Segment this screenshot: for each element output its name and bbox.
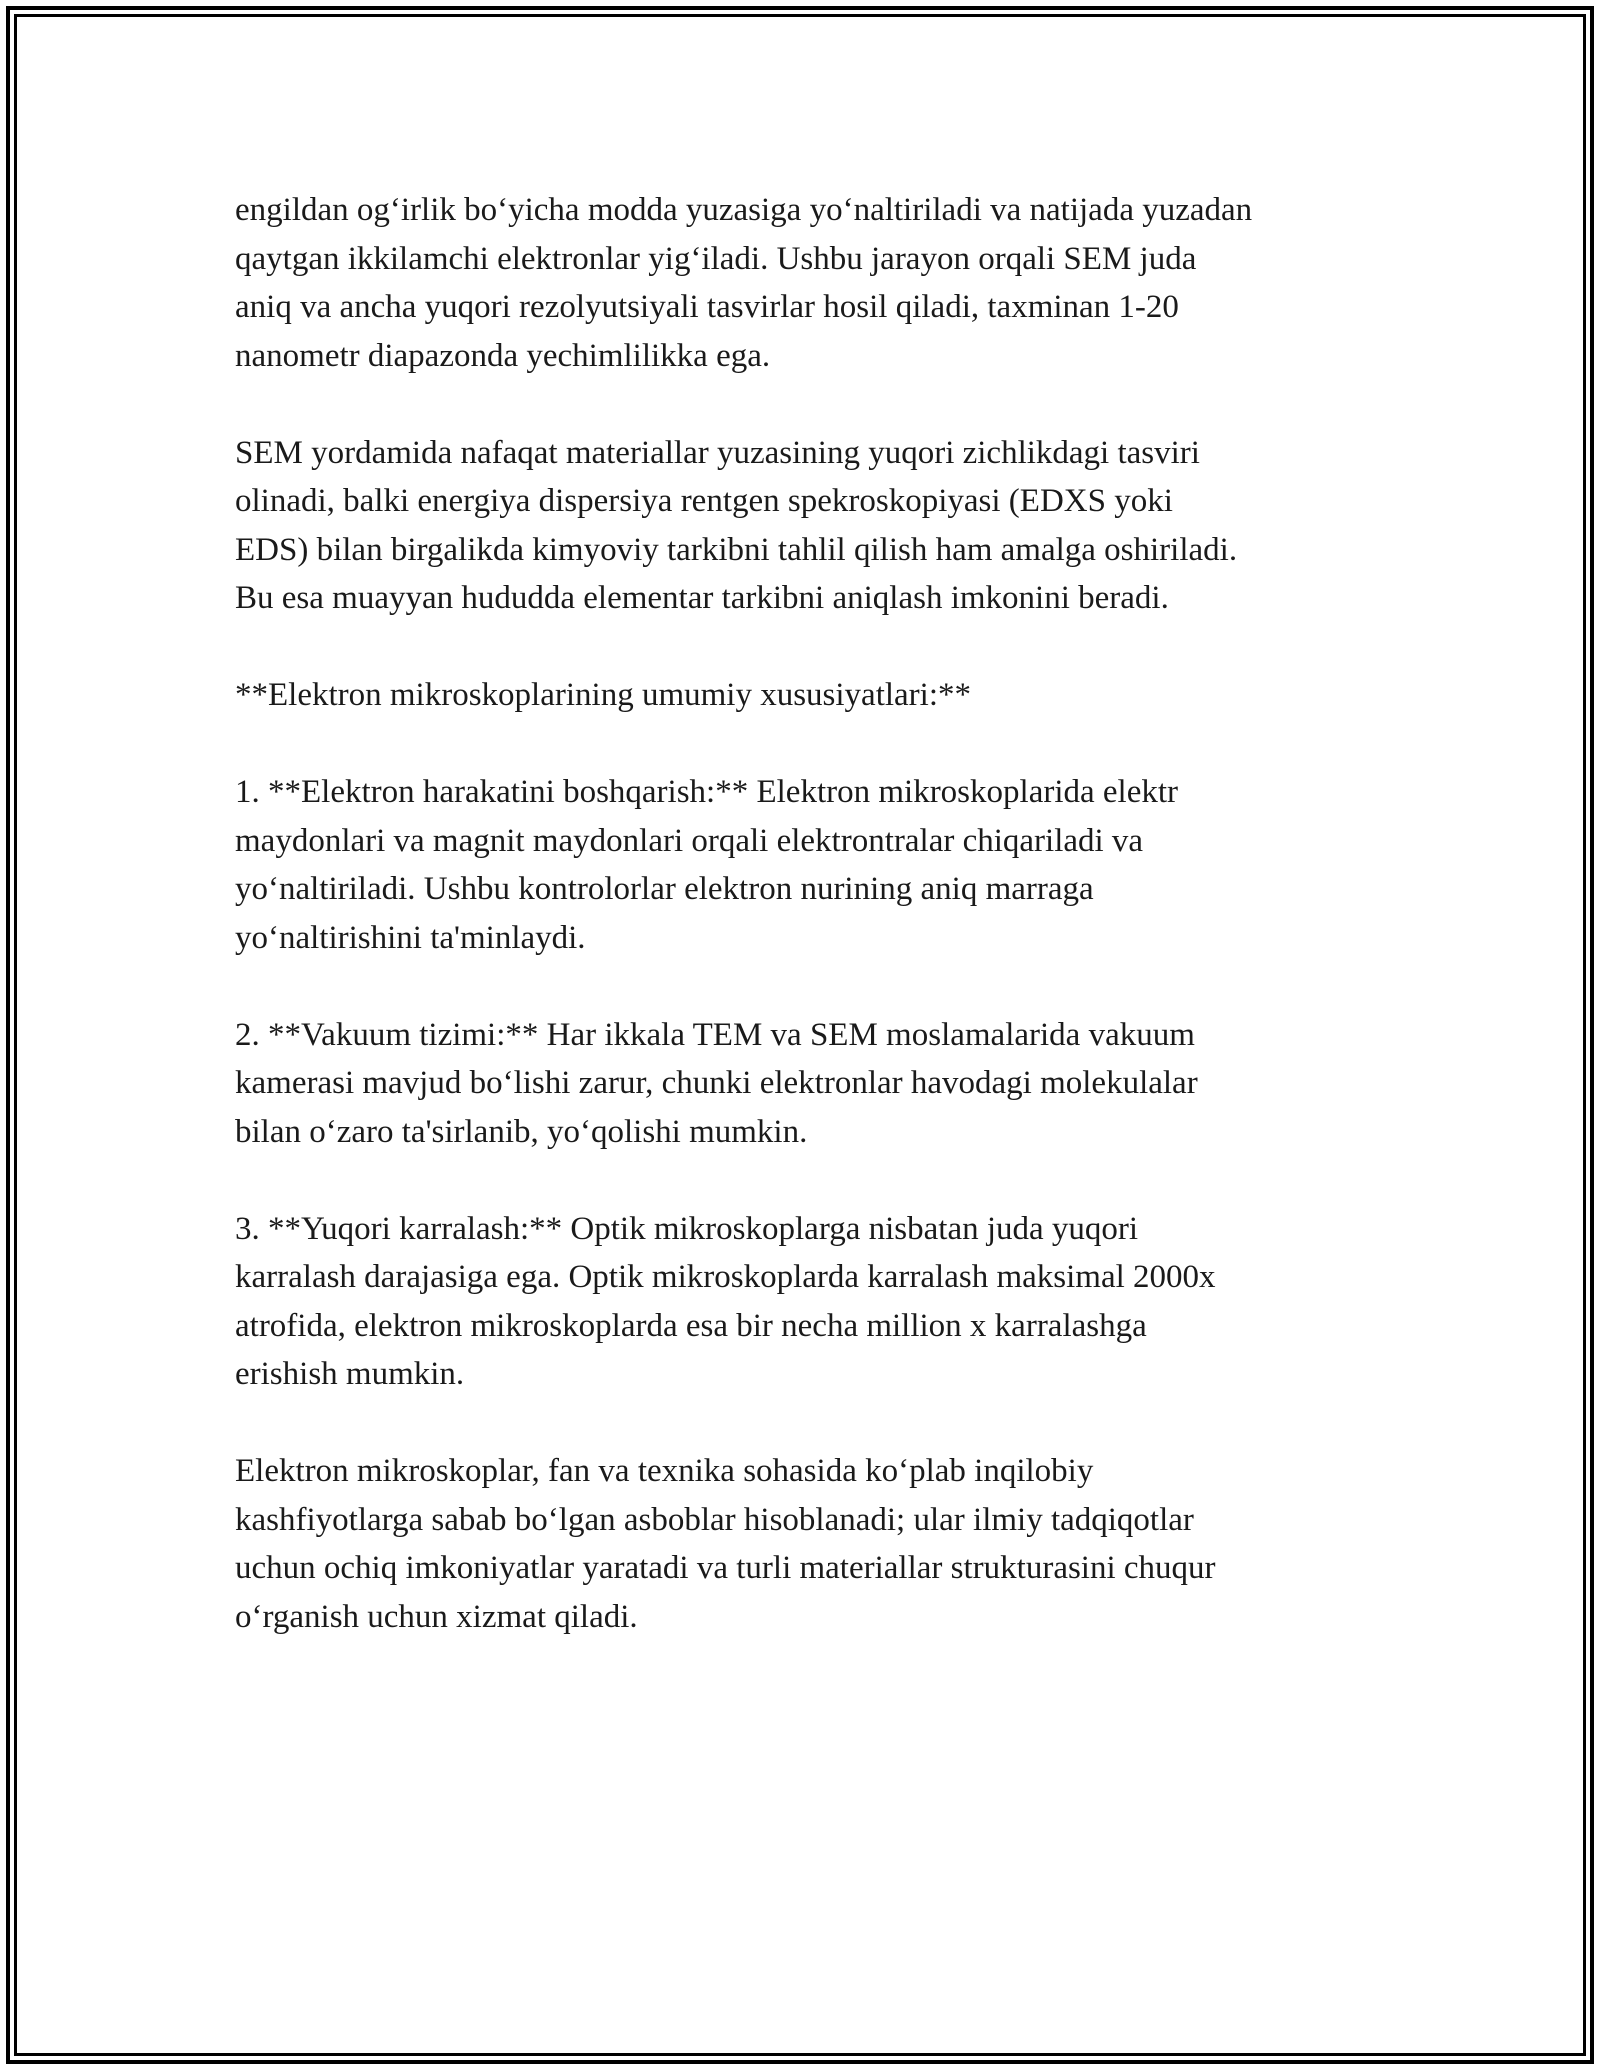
list-item-1 — [235, 768, 1395, 962]
text-line: 1. **Elektron harakatini boshqarish:** Elektron mikroskoplarida elektr — [235, 774, 1179, 810]
paragraph-conclusion — [235, 1447, 1395, 1641]
text-line: karralash darajasiga ega. Optik mikroskoplarda karralash maksimal 2000x — [235, 1259, 1216, 1295]
text-line: nanometr diapazonda yechimlilikka ega. — [235, 337, 771, 374]
section-heading — [235, 671, 1395, 720]
text-line: engildan og‘irlik bo‘yicha modda yuzasiga yo‘naltiriladi va natijada yuzadan — [235, 192, 1253, 228]
text-line: olinadi, balki energiya dispersiya rentgen spekroskopiyasi (EDXS yoki — [235, 483, 1173, 519]
text-line: 3. **Yuqori karralash:** Optik mikroskoplarga nisbatan juda yuqori — [235, 1210, 1139, 1247]
text-line: maydonlari va magnit maydonlari orqali elektrontralar chiqariladi va — [235, 822, 1144, 859]
text-line: yo‘naltiriladi. Ushbu kontrolorlar elektron nurining aniq marraga — [235, 871, 1094, 907]
paragraph-sem-imaging — [235, 186, 1395, 380]
text-line: qaytgan ikkilamchi elektronlar yig‘iladi. Ushbu jarayon orqali SEM juda — [235, 240, 1197, 277]
text-line: 2. **Vakuum tizimi:** Har ikkala TEM va SEM moslamalarida vakuum — [235, 1016, 1195, 1053]
text-line: yo‘naltirishini ta'minlaydi. — [235, 919, 586, 956]
text-line: o‘rganish uchun xizmat qiladi. — [235, 1598, 638, 1635]
text-line: erishish mumkin. — [235, 1356, 465, 1392]
text-line: EDS) bilan birgalikda kimyoviy tarkibni tahlil qilish ham amalga oshiriladi. — [235, 531, 1238, 568]
text-line: kashfiyotlarga sabab bo‘lgan asboblar hisoblanadi; ular ilmiy tadqiqotlar — [235, 1501, 1194, 1538]
text-line: bilan o‘zaro ta'sirlanib, yo‘qolishi mumkin. — [235, 1113, 808, 1150]
list-item-3 — [235, 1205, 1395, 1399]
text-line: SEM yordamida nafaqat materiallar yuzasining yuqori zichlikdagi tasviri — [235, 434, 1200, 471]
text-line: aniq va ancha yuqori rezolyutsiyali tasvirlar hosil qiladi, taxminan 1-20 — [235, 289, 1179, 325]
text-line: Bu esa muayyan hududda elementar tarkibni aniqlash imkonini beradi. — [235, 580, 1169, 616]
text-line: Elektron mikroskoplar, fan va texnika sohasida ko‘plab inqilobiy — [235, 1453, 1094, 1489]
heading-line: **Elektron mikroskoplarining umumiy xususiyatlari:** — [235, 677, 972, 713]
document-body — [235, 186, 1395, 1690]
list-item-2 — [235, 1011, 1395, 1157]
paragraph-sem-analysis — [235, 429, 1395, 623]
text-line: kamerasi mavjud bo‘lishi zarur, chunki elektronlar havodagi molekulalar — [235, 1065, 1198, 1101]
text-line: atrofida, elektron mikroskoplarda esa bir necha million x karralashga — [235, 1307, 1147, 1344]
text-line: uchun ochiq imkoniyatlar yaratadi va turli materiallar strukturasini chuqur — [235, 1550, 1216, 1586]
